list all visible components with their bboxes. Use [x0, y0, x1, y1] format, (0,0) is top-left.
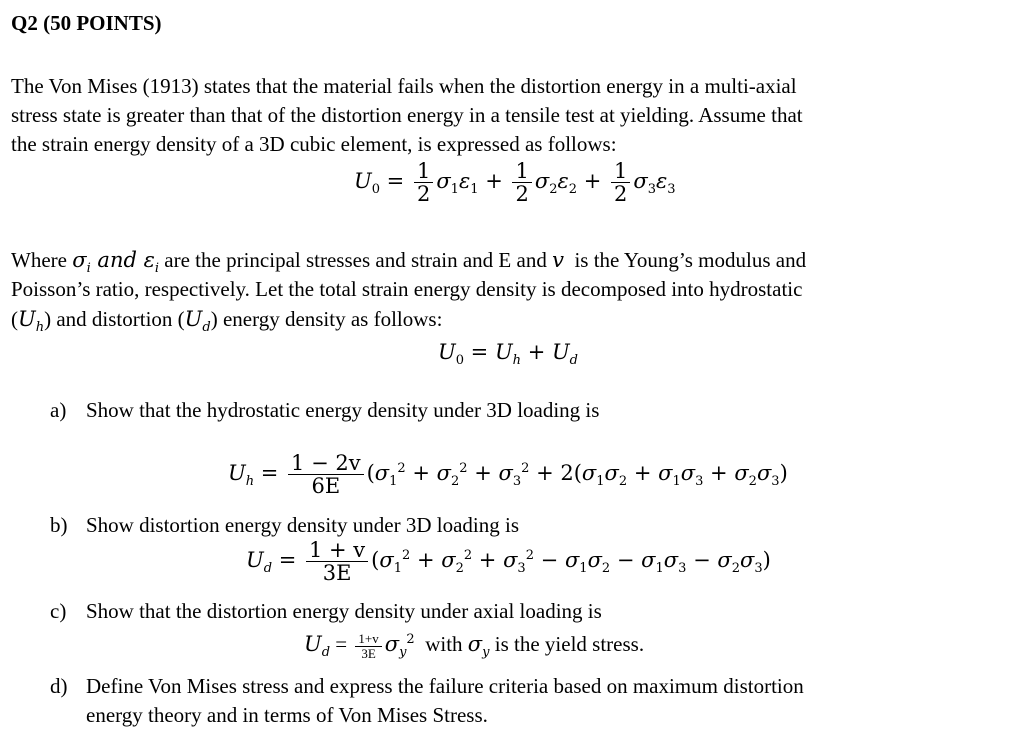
part-d-line-1: d) Define Von Mises stress and express the failure criteria based on maximum distortion: [50, 674, 804, 698]
question-title: Q2 (50 POINTS): [11, 11, 162, 35]
axial-distortion-equation: $U_d$ = $\frac{1+v}{3E}$ $\sigma_y^2$ with $\sigma_y$ is the yield stress.: [304, 630, 645, 661]
part-c: c) Show that the distortion energy density under axial loading is: [50, 599, 602, 623]
distortion-energy-equation: $U_d$ = $\frac{1 + v}{3E}$ $(\sigma_1^2 + \sigma_2^2 + \sigma_3^2 - \sigma_1\sigma_2 - \sigma_1\sigma_3 - \sigma_2\sigma_3)$: [246, 538, 771, 585]
intro-line-1: The Von Mises (1913) states that the material fails when the distortion energy in a multi-axial: [11, 74, 797, 98]
intro-line-2: stress state is greater than that of the distortion energy in a tensile test at yielding. Assume that: [11, 103, 803, 127]
decomposition-equation: $U_0 = U_h + U_d$: [438, 340, 578, 369]
part-b: b) Show distortion energy density under 3D loading is: [50, 513, 519, 537]
hydrostatic-energy-equation: $U_h$ = $\frac{1 - 2v}{6E}$ ($\sigma_1^2 + \sigma_2^2 + \sigma_3^2 + 2(\sigma_1\sigma_2 + \sigma_1\sigma_3 + \sigma_2\sigma_3)$: [228, 451, 788, 498]
where-line-2: Poisson’s ratio, respectively. Let the total strain energy density is decomposed into hydrostatic: [11, 277, 803, 301]
strain-energy-equation: $U_0$ = $\frac{1}{2}$ $\sigma_1\varepsilon_1$ + $\frac{1}{2}$ $\sigma_2\varepsilon_2$ + $\frac{1}{2}$ $\sigma_3\varepsilon_3$: [354, 159, 676, 206]
where-line-1: Where $\sigma_i$ and $\varepsilon_i$ are the principal stresses and strain and E and v is the Young’s modulus and: [11, 248, 807, 277]
where-line-3: $(U_h)$ and distortion $(U_d)$ energy density as follows:: [11, 307, 443, 336]
intro-line-3: the strain energy density of a 3D cubic element, is expressed as follows:: [11, 132, 617, 156]
part-d-line-2: energy theory and in terms of Von Mises Stress.: [86, 703, 488, 727]
part-a: a) Show that the hydrostatic energy density under 3D loading is: [50, 398, 600, 422]
